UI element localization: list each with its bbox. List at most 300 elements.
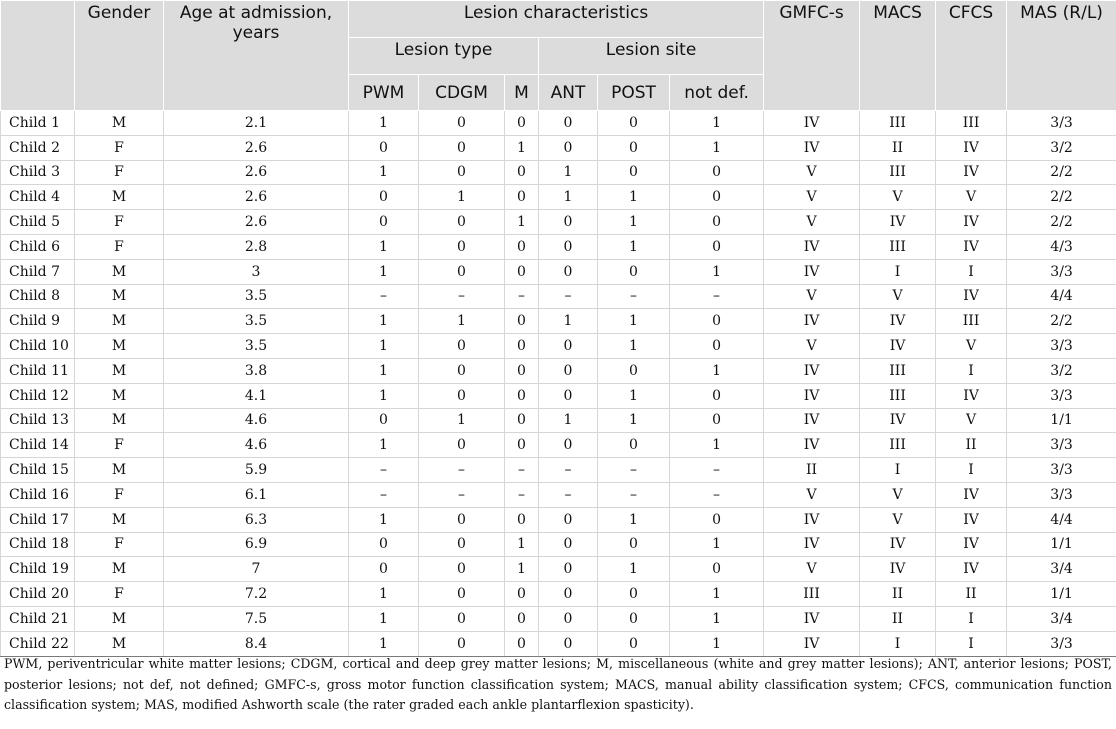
cell-post: 1 xyxy=(598,234,670,259)
cell-pwm: 0 xyxy=(349,557,419,582)
cell-cdgm: 0 xyxy=(419,160,505,185)
cell-cfcs: IV xyxy=(936,135,1007,160)
cell-gender: M xyxy=(75,606,164,631)
cell-macs: IV xyxy=(860,309,936,334)
table-row xyxy=(1,358,1116,383)
cell-post: – xyxy=(598,458,670,483)
cell-macs: IV xyxy=(860,557,936,582)
cell-child-id: Child 10 xyxy=(1,334,75,359)
cell-not-def: – xyxy=(670,458,764,483)
cell-child-id: Child 2 xyxy=(1,135,75,160)
cell-post: 0 xyxy=(598,631,670,656)
cell-not-def: 0 xyxy=(670,557,764,582)
cell-macs: V xyxy=(860,185,936,210)
cell-not-def: 1 xyxy=(670,135,764,160)
cell-gmfcs: III xyxy=(764,582,860,607)
cell-age: 3.8 xyxy=(164,358,349,383)
cell-post: 1 xyxy=(598,408,670,433)
cell-post: 0 xyxy=(598,160,670,185)
cell-macs: III xyxy=(860,433,936,458)
table-row xyxy=(1,433,1116,458)
header-lesion-type: Lesion type xyxy=(349,38,539,75)
cell-mas: 3/3 xyxy=(1007,383,1116,408)
header-ant: ANT xyxy=(539,75,598,111)
cell-gender: F xyxy=(75,582,164,607)
table-row xyxy=(1,458,1116,483)
cell-cfcs: IV xyxy=(936,160,1007,185)
cell-mas: 3/2 xyxy=(1007,358,1116,383)
cell-mas: 3/4 xyxy=(1007,606,1116,631)
cell-ant: 0 xyxy=(539,111,598,136)
cell-not-def: 0 xyxy=(670,507,764,532)
cell-gmfcs: IV xyxy=(764,433,860,458)
cell-age: 4.6 xyxy=(164,433,349,458)
cell-ant: 0 xyxy=(539,507,598,532)
cell-child-id: Child 11 xyxy=(1,358,75,383)
cell-age: 2.6 xyxy=(164,210,349,235)
cell-cfcs: III xyxy=(936,309,1007,334)
cell-post: 0 xyxy=(598,358,670,383)
cell-age: 5.9 xyxy=(164,458,349,483)
cell-post: 0 xyxy=(598,433,670,458)
cell-not-def: 0 xyxy=(670,185,764,210)
cell-cfcs: IV xyxy=(936,507,1007,532)
table-row xyxy=(1,532,1116,557)
cell-macs: III xyxy=(860,358,936,383)
cell-not-def: 1 xyxy=(670,433,764,458)
cell-mas: 2/2 xyxy=(1007,160,1116,185)
cell-gender: F xyxy=(75,210,164,235)
cell-not-def: 0 xyxy=(670,408,764,433)
cell-pwm: 0 xyxy=(349,532,419,557)
cell-m: 0 xyxy=(505,383,539,408)
cell-gmfcs: IV xyxy=(764,358,860,383)
cell-cdgm: 0 xyxy=(419,606,505,631)
cell-pwm: – xyxy=(349,458,419,483)
cell-macs: V xyxy=(860,507,936,532)
cell-ant: 0 xyxy=(539,557,598,582)
cell-not-def: 0 xyxy=(670,234,764,259)
cell-mas: 2/2 xyxy=(1007,210,1116,235)
cell-pwm: – xyxy=(349,482,419,507)
cell-pwm: 1 xyxy=(349,234,419,259)
cell-macs: V xyxy=(860,482,936,507)
cell-not-def: 1 xyxy=(670,532,764,557)
cell-ant: – xyxy=(539,284,598,309)
cell-cdgm: 0 xyxy=(419,135,505,160)
header-gmfcs: GMFC-s xyxy=(764,1,860,111)
cell-mas: 2/2 xyxy=(1007,185,1116,210)
cell-post: 1 xyxy=(598,383,670,408)
cell-m: 1 xyxy=(505,135,539,160)
cell-cfcs: IV xyxy=(936,234,1007,259)
cell-cdgm: 0 xyxy=(419,334,505,359)
cell-macs: III xyxy=(860,383,936,408)
cell-pwm: 1 xyxy=(349,383,419,408)
cell-child-id: Child 15 xyxy=(1,458,75,483)
cell-not-def: – xyxy=(670,482,764,507)
cell-mas: 3/3 xyxy=(1007,482,1116,507)
cell-post: 0 xyxy=(598,259,670,284)
cell-age: 2.6 xyxy=(164,160,349,185)
cell-child-id: Child 12 xyxy=(1,383,75,408)
cell-ant: 0 xyxy=(539,210,598,235)
table-row xyxy=(1,507,1116,532)
table-row xyxy=(1,408,1116,433)
cell-cdgm: 0 xyxy=(419,631,505,656)
cell-gender: M xyxy=(75,408,164,433)
cell-mas: 2/2 xyxy=(1007,309,1116,334)
cell-macs: IV xyxy=(860,408,936,433)
cell-gender: F xyxy=(75,135,164,160)
cell-child-id: Child 21 xyxy=(1,606,75,631)
cell-ant: – xyxy=(539,458,598,483)
cell-mas: 1/1 xyxy=(1007,408,1116,433)
table-row xyxy=(1,582,1116,607)
cell-gender: M xyxy=(75,284,164,309)
cell-gmfcs: IV xyxy=(764,111,860,136)
cell-pwm: 1 xyxy=(349,334,419,359)
cell-not-def: 0 xyxy=(670,210,764,235)
cell-gender: M xyxy=(75,358,164,383)
cell-pwm: – xyxy=(349,284,419,309)
cell-gmfcs: IV xyxy=(764,408,860,433)
cell-gmfcs: IV xyxy=(764,383,860,408)
table-row xyxy=(1,383,1116,408)
cell-ant: 0 xyxy=(539,532,598,557)
cell-cdgm: 1 xyxy=(419,309,505,334)
cell-post: 1 xyxy=(598,507,670,532)
cell-ant: – xyxy=(539,482,598,507)
header-corner xyxy=(1,1,75,111)
table-row xyxy=(1,135,1116,160)
cell-mas: 1/1 xyxy=(1007,582,1116,607)
cell-macs: II xyxy=(860,582,936,607)
cell-mas: 3/3 xyxy=(1007,433,1116,458)
cell-cdgm: 1 xyxy=(419,408,505,433)
cell-gmfcs: V xyxy=(764,482,860,507)
cell-age: 6.3 xyxy=(164,507,349,532)
header-lesion-site: Lesion site xyxy=(539,38,764,75)
cell-m: 0 xyxy=(505,111,539,136)
table-row xyxy=(1,284,1116,309)
header-cfcs: CFCS xyxy=(936,1,1007,111)
cell-macs: IV xyxy=(860,532,936,557)
cell-gender: M xyxy=(75,507,164,532)
cell-ant: 0 xyxy=(539,358,598,383)
header-macs: MACS xyxy=(860,1,936,111)
cell-m: 0 xyxy=(505,433,539,458)
cell-m: 0 xyxy=(505,185,539,210)
table-row xyxy=(1,111,1116,136)
cell-mas: 4/4 xyxy=(1007,284,1116,309)
cell-m: – xyxy=(505,284,539,309)
cell-age: 4.1 xyxy=(164,383,349,408)
cell-cfcs: I xyxy=(936,358,1007,383)
cell-macs: III xyxy=(860,160,936,185)
cell-cfcs: IV xyxy=(936,284,1007,309)
cell-mas: 3/3 xyxy=(1007,334,1116,359)
cell-gmfcs: V xyxy=(764,185,860,210)
cell-cdgm: 0 xyxy=(419,210,505,235)
cell-not-def: 1 xyxy=(670,606,764,631)
header-cdgm: CDGM xyxy=(419,75,505,111)
cell-cdgm: 0 xyxy=(419,111,505,136)
cell-cdgm: 0 xyxy=(419,557,505,582)
table-header xyxy=(1,1,1116,111)
cell-pwm: 1 xyxy=(349,358,419,383)
cell-m: – xyxy=(505,458,539,483)
cell-cdgm: 0 xyxy=(419,358,505,383)
table-body xyxy=(1,111,1116,657)
cell-ant: 0 xyxy=(539,582,598,607)
cell-cfcs: IV xyxy=(936,210,1007,235)
cell-not-def: 0 xyxy=(670,309,764,334)
cell-gmfcs: IV xyxy=(764,259,860,284)
cell-pwm: 0 xyxy=(349,408,419,433)
cell-gmfcs: IV xyxy=(764,234,860,259)
cell-macs: II xyxy=(860,606,936,631)
header-post: POST xyxy=(598,75,670,111)
header-gender: Gender xyxy=(75,1,164,111)
cell-gender: M xyxy=(75,309,164,334)
cell-gender: F xyxy=(75,160,164,185)
table-row xyxy=(1,334,1116,359)
cell-cdgm: 0 xyxy=(419,383,505,408)
cell-macs: I xyxy=(860,458,936,483)
cell-child-id: Child 8 xyxy=(1,284,75,309)
cell-cdgm: 0 xyxy=(419,259,505,284)
cell-macs: V xyxy=(860,284,936,309)
cell-gmfcs: V xyxy=(764,210,860,235)
cell-pwm: 1 xyxy=(349,160,419,185)
cell-not-def: 1 xyxy=(670,111,764,136)
cell-age: 3 xyxy=(164,259,349,284)
cell-post: 0 xyxy=(598,135,670,160)
cell-post: – xyxy=(598,482,670,507)
cell-age: 8.4 xyxy=(164,631,349,656)
cell-pwm: 1 xyxy=(349,111,419,136)
cell-mas: 3/4 xyxy=(1007,557,1116,582)
cell-not-def: – xyxy=(670,284,764,309)
cell-age: 2.8 xyxy=(164,234,349,259)
cell-child-id: Child 7 xyxy=(1,259,75,284)
cell-cfcs: IV xyxy=(936,532,1007,557)
cell-child-id: Child 4 xyxy=(1,185,75,210)
cell-age: 6.1 xyxy=(164,482,349,507)
cell-mas: 4/4 xyxy=(1007,507,1116,532)
header-age: Age at admission, years xyxy=(164,1,349,111)
cell-mas: 3/3 xyxy=(1007,259,1116,284)
cell-ant: 1 xyxy=(539,408,598,433)
cell-gender: M xyxy=(75,458,164,483)
cell-child-id: Child 13 xyxy=(1,408,75,433)
cell-gmfcs: IV xyxy=(764,631,860,656)
cell-cfcs: V xyxy=(936,185,1007,210)
cell-cdgm: 0 xyxy=(419,234,505,259)
cell-ant: 1 xyxy=(539,185,598,210)
cell-ant: 0 xyxy=(539,135,598,160)
cell-not-def: 0 xyxy=(670,334,764,359)
cell-macs: I xyxy=(860,259,936,284)
cell-cdgm: 0 xyxy=(419,507,505,532)
cell-cfcs: II xyxy=(936,433,1007,458)
cell-child-id: Child 14 xyxy=(1,433,75,458)
cell-cfcs: IV xyxy=(936,482,1007,507)
cell-m: 0 xyxy=(505,631,539,656)
cell-age: 7 xyxy=(164,557,349,582)
cell-age: 2.6 xyxy=(164,185,349,210)
cell-ant: 0 xyxy=(539,383,598,408)
cell-age: 3.5 xyxy=(164,284,349,309)
cell-age: 3.5 xyxy=(164,334,349,359)
cell-ant: 0 xyxy=(539,334,598,359)
cell-cdgm: – xyxy=(419,482,505,507)
table-row xyxy=(1,557,1116,582)
cell-post: 1 xyxy=(598,334,670,359)
cell-ant: 0 xyxy=(539,259,598,284)
cell-ant: 1 xyxy=(539,160,598,185)
cell-gender: M xyxy=(75,334,164,359)
table-row xyxy=(1,234,1116,259)
cell-mas: 3/3 xyxy=(1007,458,1116,483)
cell-pwm: 0 xyxy=(349,185,419,210)
cell-age: 7.5 xyxy=(164,606,349,631)
cell-child-id: Child 5 xyxy=(1,210,75,235)
cell-cfcs: I xyxy=(936,606,1007,631)
cell-gmfcs: IV xyxy=(764,606,860,631)
cell-cdgm: 0 xyxy=(419,532,505,557)
cell-not-def: 1 xyxy=(670,259,764,284)
cell-age: 4.6 xyxy=(164,408,349,433)
cell-m: 1 xyxy=(505,557,539,582)
cell-m: 0 xyxy=(505,309,539,334)
cell-post: 0 xyxy=(598,111,670,136)
cell-ant: 1 xyxy=(539,309,598,334)
cell-macs: I xyxy=(860,631,936,656)
cell-gender: M xyxy=(75,383,164,408)
cell-pwm: 0 xyxy=(349,135,419,160)
cell-m: 0 xyxy=(505,358,539,383)
cell-child-id: Child 18 xyxy=(1,532,75,557)
cell-not-def: 0 xyxy=(670,383,764,408)
cell-post: 1 xyxy=(598,557,670,582)
cell-post: 1 xyxy=(598,309,670,334)
cell-cdgm: – xyxy=(419,284,505,309)
cell-not-def: 1 xyxy=(670,631,764,656)
cell-child-id: Child 16 xyxy=(1,482,75,507)
table-row xyxy=(1,309,1116,334)
cell-gmfcs: V xyxy=(764,160,860,185)
cell-cfcs: I xyxy=(936,631,1007,656)
cell-age: 7.2 xyxy=(164,582,349,607)
cell-m: 0 xyxy=(505,234,539,259)
cell-macs: II xyxy=(860,135,936,160)
cell-pwm: 1 xyxy=(349,259,419,284)
cell-mas: 4/3 xyxy=(1007,234,1116,259)
cell-macs: IV xyxy=(860,334,936,359)
table-row xyxy=(1,185,1116,210)
cell-gender: M xyxy=(75,557,164,582)
cell-not-def: 1 xyxy=(670,358,764,383)
cell-m: 0 xyxy=(505,606,539,631)
cell-pwm: 1 xyxy=(349,631,419,656)
cell-post: 0 xyxy=(598,532,670,557)
cell-pwm: 0 xyxy=(349,210,419,235)
cell-cfcs: IV xyxy=(936,383,1007,408)
header-mas: MAS (R/L) xyxy=(1007,1,1116,111)
cell-m: 0 xyxy=(505,507,539,532)
cell-m: 0 xyxy=(505,259,539,284)
cell-child-id: Child 22 xyxy=(1,631,75,656)
cell-age: 3.5 xyxy=(164,309,349,334)
cell-macs: IV xyxy=(860,210,936,235)
cell-cdgm: 0 xyxy=(419,582,505,607)
header-m: M xyxy=(505,75,539,111)
cell-m: 0 xyxy=(505,334,539,359)
cell-ant: 0 xyxy=(539,433,598,458)
cell-gender: M xyxy=(75,111,164,136)
cell-cfcs: III xyxy=(936,111,1007,136)
cell-mas: 3/3 xyxy=(1007,111,1116,136)
cell-post: 0 xyxy=(598,606,670,631)
cell-pwm: 1 xyxy=(349,507,419,532)
cell-cdgm: 1 xyxy=(419,185,505,210)
cell-post: – xyxy=(598,284,670,309)
cell-gmfcs: II xyxy=(764,458,860,483)
cell-macs: III xyxy=(860,111,936,136)
cell-mas: 1/1 xyxy=(1007,532,1116,557)
cell-cfcs: IV xyxy=(936,557,1007,582)
cell-gmfcs: IV xyxy=(764,532,860,557)
cell-gender: M xyxy=(75,185,164,210)
cell-not-def: 0 xyxy=(670,160,764,185)
cell-gender: M xyxy=(75,631,164,656)
cell-post: 1 xyxy=(598,185,670,210)
header-pwm: PWM xyxy=(349,75,419,111)
cell-cfcs: I xyxy=(936,458,1007,483)
cell-pwm: 1 xyxy=(349,309,419,334)
table-row xyxy=(1,606,1116,631)
cell-gender: F xyxy=(75,234,164,259)
cell-gmfcs: IV xyxy=(764,135,860,160)
cell-child-id: Child 6 xyxy=(1,234,75,259)
cell-pwm: 1 xyxy=(349,582,419,607)
cell-child-id: Child 9 xyxy=(1,309,75,334)
cell-macs: III xyxy=(860,234,936,259)
cell-gmfcs: IV xyxy=(764,507,860,532)
cell-ant: 0 xyxy=(539,234,598,259)
table-row xyxy=(1,482,1116,507)
cell-m: 0 xyxy=(505,582,539,607)
cell-child-id: Child 17 xyxy=(1,507,75,532)
cell-child-id: Child 1 xyxy=(1,111,75,136)
cell-post: 1 xyxy=(598,210,670,235)
cell-gender: F xyxy=(75,482,164,507)
cell-age: 6.9 xyxy=(164,532,349,557)
cell-cdgm: – xyxy=(419,458,505,483)
cell-age: 2.6 xyxy=(164,135,349,160)
cell-gmfcs: V xyxy=(764,284,860,309)
header-not-def: not def. xyxy=(670,75,764,111)
cell-cdgm: 0 xyxy=(419,433,505,458)
cell-cfcs: I xyxy=(936,259,1007,284)
cell-mas: 3/3 xyxy=(1007,631,1116,656)
table-footnote: PWM, periventricular white matter lesions; CDGM, cortical and deep grey matter lesions; M, miscellaneous (white and grey matter lesions); ANT, anterior lesions; POST, posterior lesions; not def, not defined; GMFC-s, gross motor function classification system; MACS, manual ability classification system; CFCS, communication function classification system; MAS, modified Ashworth scale (the rater graded each ankle plantarflexion spasticity). xyxy=(4,656,1112,712)
cell-gmfcs: IV xyxy=(764,309,860,334)
cell-gender: M xyxy=(75,259,164,284)
cell-gmfcs: V xyxy=(764,557,860,582)
